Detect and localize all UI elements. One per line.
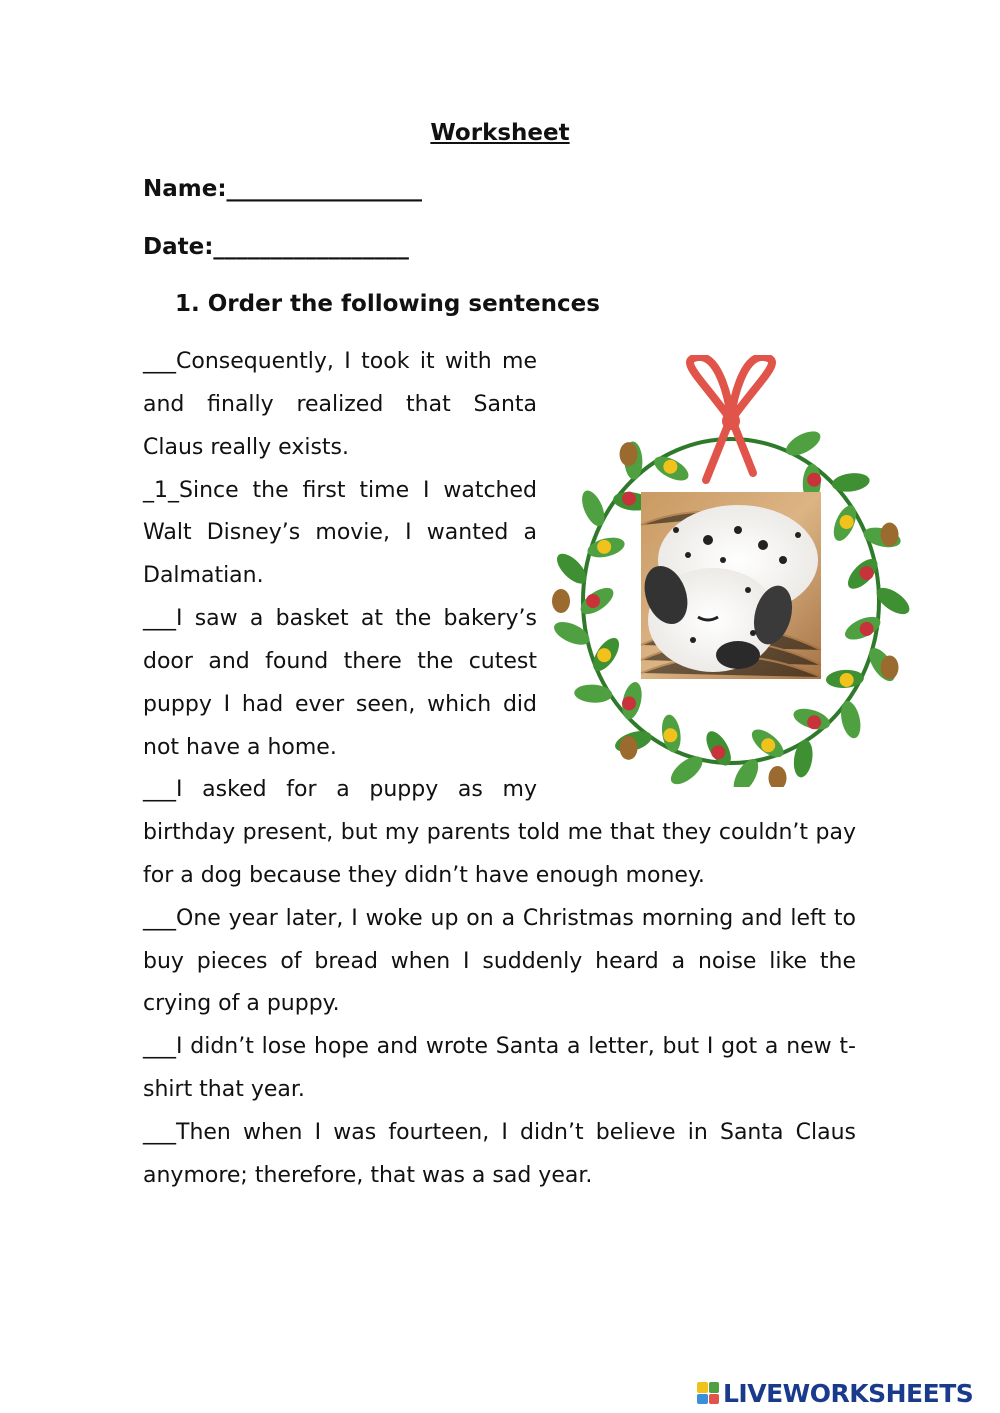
liveworksheets-logo[interactable] — [697, 1378, 973, 1408]
leaf-icon — [838, 699, 864, 740]
yellow-berry-icon — [840, 673, 854, 687]
sentence-asked-for-puppy: ___I asked for a puppy as my — [143, 777, 537, 803]
sentence-didnt-lose-hope: ___I didn’t lose hope and wrote Santa a letter, but I got a new t-shirt that year. — [143, 1034, 856, 1103]
question-heading — [175, 291, 600, 317]
berry-icon — [711, 745, 725, 759]
liveworksheets-logo-icon — [697, 1382, 719, 1404]
sentences-narrow-block — [143, 341, 537, 812]
acorn-icon — [552, 589, 570, 613]
dalmatian-puppy-photo — [637, 492, 821, 679]
acorn-icon — [620, 736, 638, 760]
yellow-berry-icon — [663, 460, 677, 474]
acorn-icon — [769, 766, 787, 787]
logo-text: LIVEWORKSHEETS — [723, 1378, 974, 1408]
berry-icon — [622, 696, 636, 710]
yellow-berry-icon — [597, 540, 611, 554]
yellow-berry-icon — [840, 515, 854, 529]
wreath-puppy-illustration — [548, 355, 914, 787]
sentence-one-year-later: ___One year later, I woke up on a Christmas morning and left to buy pieces of bread when I suddenly heard a noise like the crying of a puppy. — [143, 905, 856, 1017]
leaf-icon — [577, 487, 609, 529]
berry-icon — [622, 492, 636, 506]
yellow-berry-icon — [663, 728, 677, 742]
question-text: Order the following sentences — [207, 291, 600, 317]
sentence-consequently: ___Consequently, I took it with me and finally realized that Santa Claus really exists. — [143, 349, 537, 460]
acorn-icon — [881, 523, 899, 547]
leaf-icon — [791, 738, 814, 778]
question-number: 1. — [175, 291, 200, 317]
berry-icon — [586, 594, 600, 608]
sentence-since-first-time: _1_Since the first time I watched Walt Disney’s movie, I wanted a Dalmatian. — [143, 477, 537, 589]
berry-icon — [860, 622, 874, 636]
acorn-icon — [881, 655, 899, 679]
berry-icon — [860, 566, 874, 580]
bow-icon — [690, 357, 772, 480]
berry-icon — [807, 715, 821, 729]
worksheet-title: Worksheet — [430, 120, 570, 146]
berry-icon — [807, 473, 821, 487]
yellow-berry-icon — [597, 648, 611, 662]
sentence-birthday-present: birthday present, but my parents told me that they couldn’t pay for a dog because they didn’t have enough money. — [143, 820, 856, 888]
sentences-wide-block — [143, 812, 856, 1198]
date-field[interactable]: Date:_________________ — [143, 234, 409, 260]
name-field[interactable]: Name:_________________ — [143, 176, 423, 202]
acorn-icon — [620, 442, 638, 466]
sentence-fourteen: ___Then when I was fourteen, I didn’t believe in Santa Claus anymore; therefore, that was a sad year. — [143, 1119, 856, 1188]
leaf-icon — [782, 426, 824, 460]
sentence-basket: ___I saw a basket at the bakery’s door and found there the cutest puppy I had ever seen, which did not have a home. — [143, 606, 537, 760]
yellow-berry-icon — [761, 738, 775, 752]
